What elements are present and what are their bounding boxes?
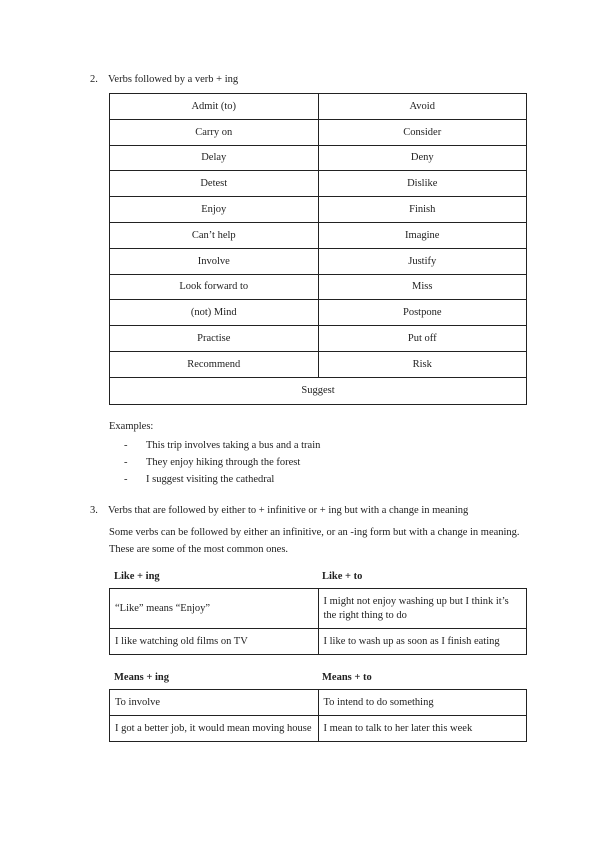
table-cell: Miss — [318, 274, 527, 300]
bullet-dash: - — [124, 457, 128, 468]
table-cell: Carry on — [110, 119, 319, 145]
table-row — [110, 145, 527, 171]
example-text: I suggest visiting the cathedral — [146, 474, 275, 485]
table-row — [110, 690, 527, 716]
table-cell: Postpone — [318, 300, 527, 326]
table-row — [110, 300, 527, 326]
list-item — [124, 437, 320, 454]
table-cell: Detest — [110, 171, 319, 197]
table-cell: I got a better job, it would mean moving house — [110, 716, 319, 742]
table-cell: To intend to do something — [318, 690, 527, 716]
bullet-dash: - — [124, 474, 128, 485]
table-cell: Involve — [110, 248, 319, 274]
table-row — [110, 589, 527, 629]
table-row — [110, 629, 527, 655]
table-cell: Admit (to) — [110, 94, 319, 120]
section-3-paragraph: Some verbs can be followed by either an infinitive, or an -ing form but with a change in meaning. These are some of the most common ones. — [109, 527, 520, 555]
table-cell: Enjoy — [110, 197, 319, 223]
means-ing-heading: Means + ing — [114, 672, 169, 683]
table-row — [110, 248, 527, 274]
table-cell: Justify — [318, 248, 527, 274]
table-row — [110, 119, 527, 145]
table-row — [110, 94, 527, 120]
table-cell: Risk — [318, 351, 527, 377]
table-cell: To involve — [110, 690, 319, 716]
table-cell: Consider — [318, 119, 527, 145]
table-cell: Can’t help — [110, 222, 319, 248]
table-cell: (not) Mind — [110, 300, 319, 326]
table-cell: Put off — [318, 326, 527, 352]
table-cell: Practise — [110, 326, 319, 352]
table-row — [110, 222, 527, 248]
table-row — [110, 351, 527, 377]
section-2-title: Verbs followed by a verb + ing — [108, 74, 239, 85]
table-cell: Delay — [110, 145, 319, 171]
section-3-number: 3. — [90, 505, 98, 516]
means-table — [109, 689, 527, 742]
like-table — [109, 588, 527, 655]
table-cell: I like to wash up as soon as I finish eating — [318, 629, 527, 655]
like-to-heading: Like + to — [322, 571, 363, 582]
examples-label: Examples: — [109, 421, 154, 432]
table-cell-suggest: Suggest — [110, 377, 527, 404]
bullet-dash: - — [124, 440, 128, 451]
table-cell: Deny — [318, 145, 527, 171]
table-cell: Imagine — [318, 222, 527, 248]
table-cell: Dislike — [318, 171, 527, 197]
table-row — [110, 274, 527, 300]
example-text: This trip involves taking a bus and a train — [146, 440, 321, 451]
table-row — [110, 377, 527, 404]
like-ing-heading: Like + ing — [114, 571, 160, 582]
section-2-heading — [90, 74, 238, 85]
table-row — [110, 716, 527, 742]
table-cell: Avoid — [318, 94, 527, 120]
table-cell: “Like” means “Enjoy” — [110, 589, 319, 629]
table-row — [110, 326, 527, 352]
means-to-heading: Means + to — [322, 672, 372, 683]
list-item — [124, 471, 320, 488]
table-cell: Recommend — [110, 351, 319, 377]
table-cell: I mean to talk to her later this week — [318, 716, 527, 742]
list-item — [124, 454, 320, 471]
table-cell: I like watching old films on TV — [110, 629, 319, 655]
examples-list — [124, 437, 320, 488]
table-cell: I might not enjoy washing up but I think it’s the right thing to do — [318, 589, 527, 629]
section-3-title: Verbs that are followed by either to + infinitive or + ing but with a change in meaning — [108, 505, 469, 516]
example-text: They enjoy hiking through the forest — [146, 457, 301, 468]
section-2-number: 2. — [90, 74, 98, 85]
table-cell: Finish — [318, 197, 527, 223]
verb-ing-table — [109, 93, 527, 405]
table-row — [110, 171, 527, 197]
table-row — [110, 197, 527, 223]
table-cell: Look forward to — [110, 274, 319, 300]
section-3-heading — [90, 505, 468, 516]
